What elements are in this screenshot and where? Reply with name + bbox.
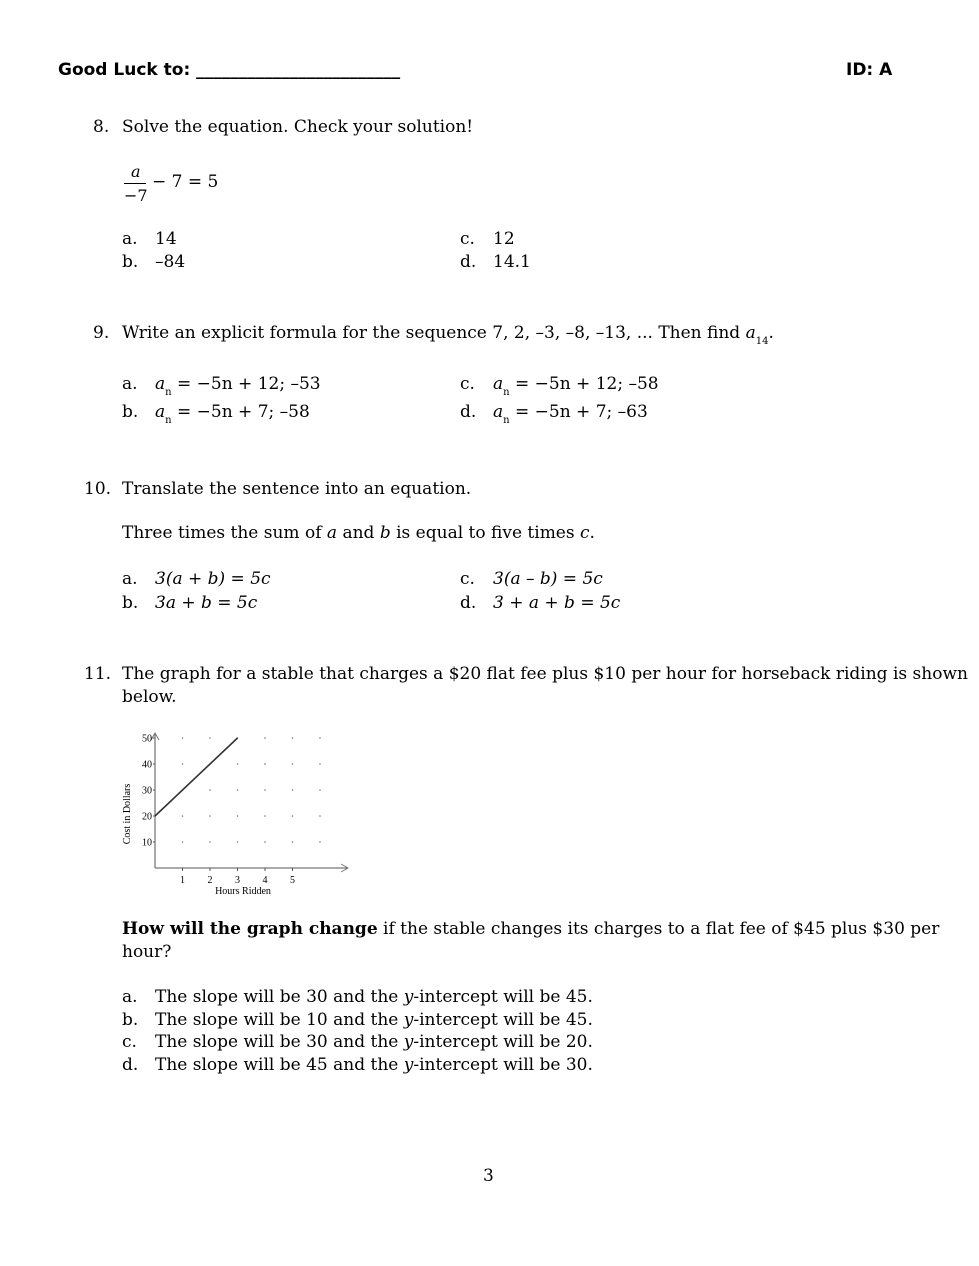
q11-choice-d-pre: The slope will be 45 and the <box>155 1055 404 1075</box>
grid-dot <box>319 841 321 843</box>
q8-choice-letter-b: b. <box>122 252 139 272</box>
y-tick-label: 50 <box>142 733 152 745</box>
q10-sentence <box>122 523 595 543</box>
q10-prompt: Translate the sentence into an equation. <box>122 479 472 499</box>
x-axis-label: Hours Ridden <box>215 886 271 897</box>
q11-number: 11. <box>84 664 112 684</box>
x-tick-label: 5 <box>290 875 295 886</box>
q9-choice-a-expr: = −5n + 12; –53 <box>177 374 321 394</box>
q10-choice-letter-b: b. <box>122 593 139 613</box>
grid-dot <box>264 841 266 843</box>
header-id: ID: A <box>846 60 893 80</box>
q8-numerator: a <box>131 162 141 181</box>
q8-equation-rest: − 7 = 5 <box>152 172 219 192</box>
x-tick-label: 3 <box>235 875 240 886</box>
q8-choice-a: 14 <box>155 229 177 249</box>
q11-choice-b-post: -intercept will be 45. <box>413 1010 593 1030</box>
q8-fraction-bar <box>124 183 146 184</box>
q11-prompt-line1: The graph for a stable that charges a $20 flat fee plus $10 per hour for horseback riding is shown <box>122 664 968 684</box>
grid-dot <box>182 763 184 765</box>
q10-number: 10. <box>84 479 112 499</box>
q10-sentence-part1: Three times the sum of <box>122 523 322 543</box>
q10-choice-letter-a: a. <box>122 569 138 589</box>
grid-dot <box>292 763 294 765</box>
grid-dot <box>264 763 266 765</box>
q10-choice-letter-c: c. <box>460 569 475 589</box>
q9-choice-c-var: a <box>493 374 504 394</box>
q11-choice-letter-d: d. <box>122 1055 139 1075</box>
q11-question-rest1: if the stable changes its charges to a flat fee of $45 plus $30 per <box>377 919 940 939</box>
q11-choice-letter-b: b. <box>122 1010 139 1030</box>
q9-choice-d-var: a <box>493 402 504 422</box>
q9-choice-letter-c: c. <box>460 374 475 394</box>
q10-choice-b: 3a + b = 5c <box>155 593 258 613</box>
q11-question-line2: hour? <box>122 942 172 962</box>
q10-sentence-end: . <box>589 523 595 543</box>
grid-dot <box>319 737 321 739</box>
q11-choice-b-y: y <box>403 1010 414 1030</box>
grid-dot <box>182 815 184 817</box>
x-tick-label: 4 <box>262 875 268 886</box>
q10-sentence-b: b <box>379 523 391 543</box>
q11-choice-b <box>155 1010 593 1030</box>
grid-dot <box>292 841 294 843</box>
q8-denominator: −7 <box>124 186 148 205</box>
q9-prompt: Write an explicit formula for the sequence 7, 2, –3, –8, –13, ... Then find <box>122 323 741 343</box>
q11-choice-c-pre: The slope will be 30 and the <box>155 1032 404 1052</box>
q8-choice-letter-d: d. <box>460 252 477 272</box>
cost-chart <box>115 730 355 900</box>
q11-prompt-line2: below. <box>122 687 177 707</box>
q9-choice-b-expr: = −5n + 7; –58 <box>177 402 310 422</box>
q9-choice-b <box>155 402 310 426</box>
grid-dot <box>237 815 239 817</box>
q11-choice-c-post: -intercept will be 20. <box>413 1032 593 1052</box>
q9-choice-d-sub: n <box>503 415 510 426</box>
grid-dot <box>292 815 294 817</box>
header-name-line: Good Luck to: ________________________ <box>58 60 401 80</box>
q8-choice-letter-c: c. <box>460 229 475 249</box>
y-tick-label: 20 <box>142 811 152 823</box>
q11-question-bold: How will the graph change <box>122 919 378 939</box>
page-number: 3 <box>483 1166 494 1186</box>
grid-dot <box>237 841 239 843</box>
grid-dot <box>209 789 211 791</box>
q11-choice-d-post: -intercept will be 30. <box>413 1055 593 1075</box>
q9-choice-c-sub: n <box>503 387 510 398</box>
q11-question-line1 <box>122 919 939 939</box>
grid-dot <box>237 763 239 765</box>
q10-choice-c: 3(a – b) = 5c <box>493 569 603 589</box>
grid-dot <box>209 841 211 843</box>
grid-dot <box>237 789 239 791</box>
q9-target-end: . <box>768 323 774 343</box>
q9-choice-a-var: a <box>155 374 166 394</box>
q11-choice-a-post: -intercept will be 45. <box>413 987 593 1007</box>
q8-choice-b: –84 <box>155 252 186 272</box>
grid-dot <box>182 737 184 739</box>
q11-choice-a-pre: The slope will be 30 and the <box>155 987 404 1007</box>
y-axis-label: Cost in Dollars <box>122 783 133 845</box>
q10-sentence-a: a <box>326 523 338 543</box>
q11-choice-a-y: y <box>403 987 414 1007</box>
q9-number: 9. <box>93 323 110 343</box>
x-tick-label: 1 <box>180 875 185 886</box>
y-tick-label: 40 <box>142 759 152 771</box>
q9-target-var: a <box>745 323 756 343</box>
q9-choice-letter-a: a. <box>122 374 138 394</box>
chart-grid-dots <box>182 737 321 843</box>
q10-sentence-c: c <box>580 523 590 543</box>
q10-sentence-part2: and <box>342 523 375 543</box>
q9-choice-b-sub: n <box>165 415 172 426</box>
q9-choice-letter-d: d. <box>460 402 477 422</box>
q11-choice-d <box>155 1055 593 1075</box>
grid-dot <box>292 737 294 739</box>
q11-choice-d-y: y <box>403 1055 414 1075</box>
q9-choice-c-expr: = −5n + 12; –58 <box>515 374 659 394</box>
x-tick-label: 2 <box>207 875 213 886</box>
q10-choice-d: 3 + a + b = 5c <box>493 593 621 613</box>
grid-dot <box>209 815 211 817</box>
q10-sentence-part3: is equal to five times <box>396 523 575 543</box>
cost-series-line <box>155 738 238 816</box>
q11-choice-c <box>155 1032 593 1052</box>
grid-dot <box>264 789 266 791</box>
q8-number: 8. <box>93 117 110 137</box>
q11-choice-a <box>155 987 593 1007</box>
q8-prompt: Solve the equation. Check your solution! <box>122 117 474 137</box>
q10-choice-letter-d: d. <box>460 593 477 613</box>
grid-dot <box>292 789 294 791</box>
q10-choice-a: 3(a + b) = 5c <box>155 569 271 589</box>
q8-choice-d: 14.1 <box>493 252 531 272</box>
grid-dot <box>182 841 184 843</box>
q9-choice-letter-b: b. <box>122 402 139 422</box>
grid-dot <box>264 815 266 817</box>
grid-dot <box>209 737 211 739</box>
q8-choice-c: 12 <box>493 229 515 249</box>
q8-choice-letter-a: a. <box>122 229 138 249</box>
grid-dot <box>264 737 266 739</box>
y-tick-label: 30 <box>142 785 152 797</box>
q9-choice-d <box>493 402 648 426</box>
q11-choice-letter-a: a. <box>122 987 138 1007</box>
q9-choice-d-expr: = −5n + 7; –63 <box>515 402 648 422</box>
y-tick-label: 10 <box>142 837 152 849</box>
q9-prompt-line <box>122 323 774 347</box>
q9-choice-b-var: a <box>155 402 166 422</box>
q9-target-sub: 14 <box>755 336 769 347</box>
q11-choice-letter-c: c. <box>122 1032 137 1052</box>
q8-fraction <box>124 162 148 205</box>
grid-dot <box>319 815 321 817</box>
q11-choice-c-y: y <box>403 1032 414 1052</box>
q11-choice-b-pre: The slope will be 10 and the <box>155 1010 404 1030</box>
grid-dot <box>319 789 321 791</box>
grid-dot <box>319 763 321 765</box>
q9-choice-a-sub: n <box>165 387 172 398</box>
q9-choice-c <box>493 374 659 398</box>
q9-choice-a <box>155 374 321 398</box>
